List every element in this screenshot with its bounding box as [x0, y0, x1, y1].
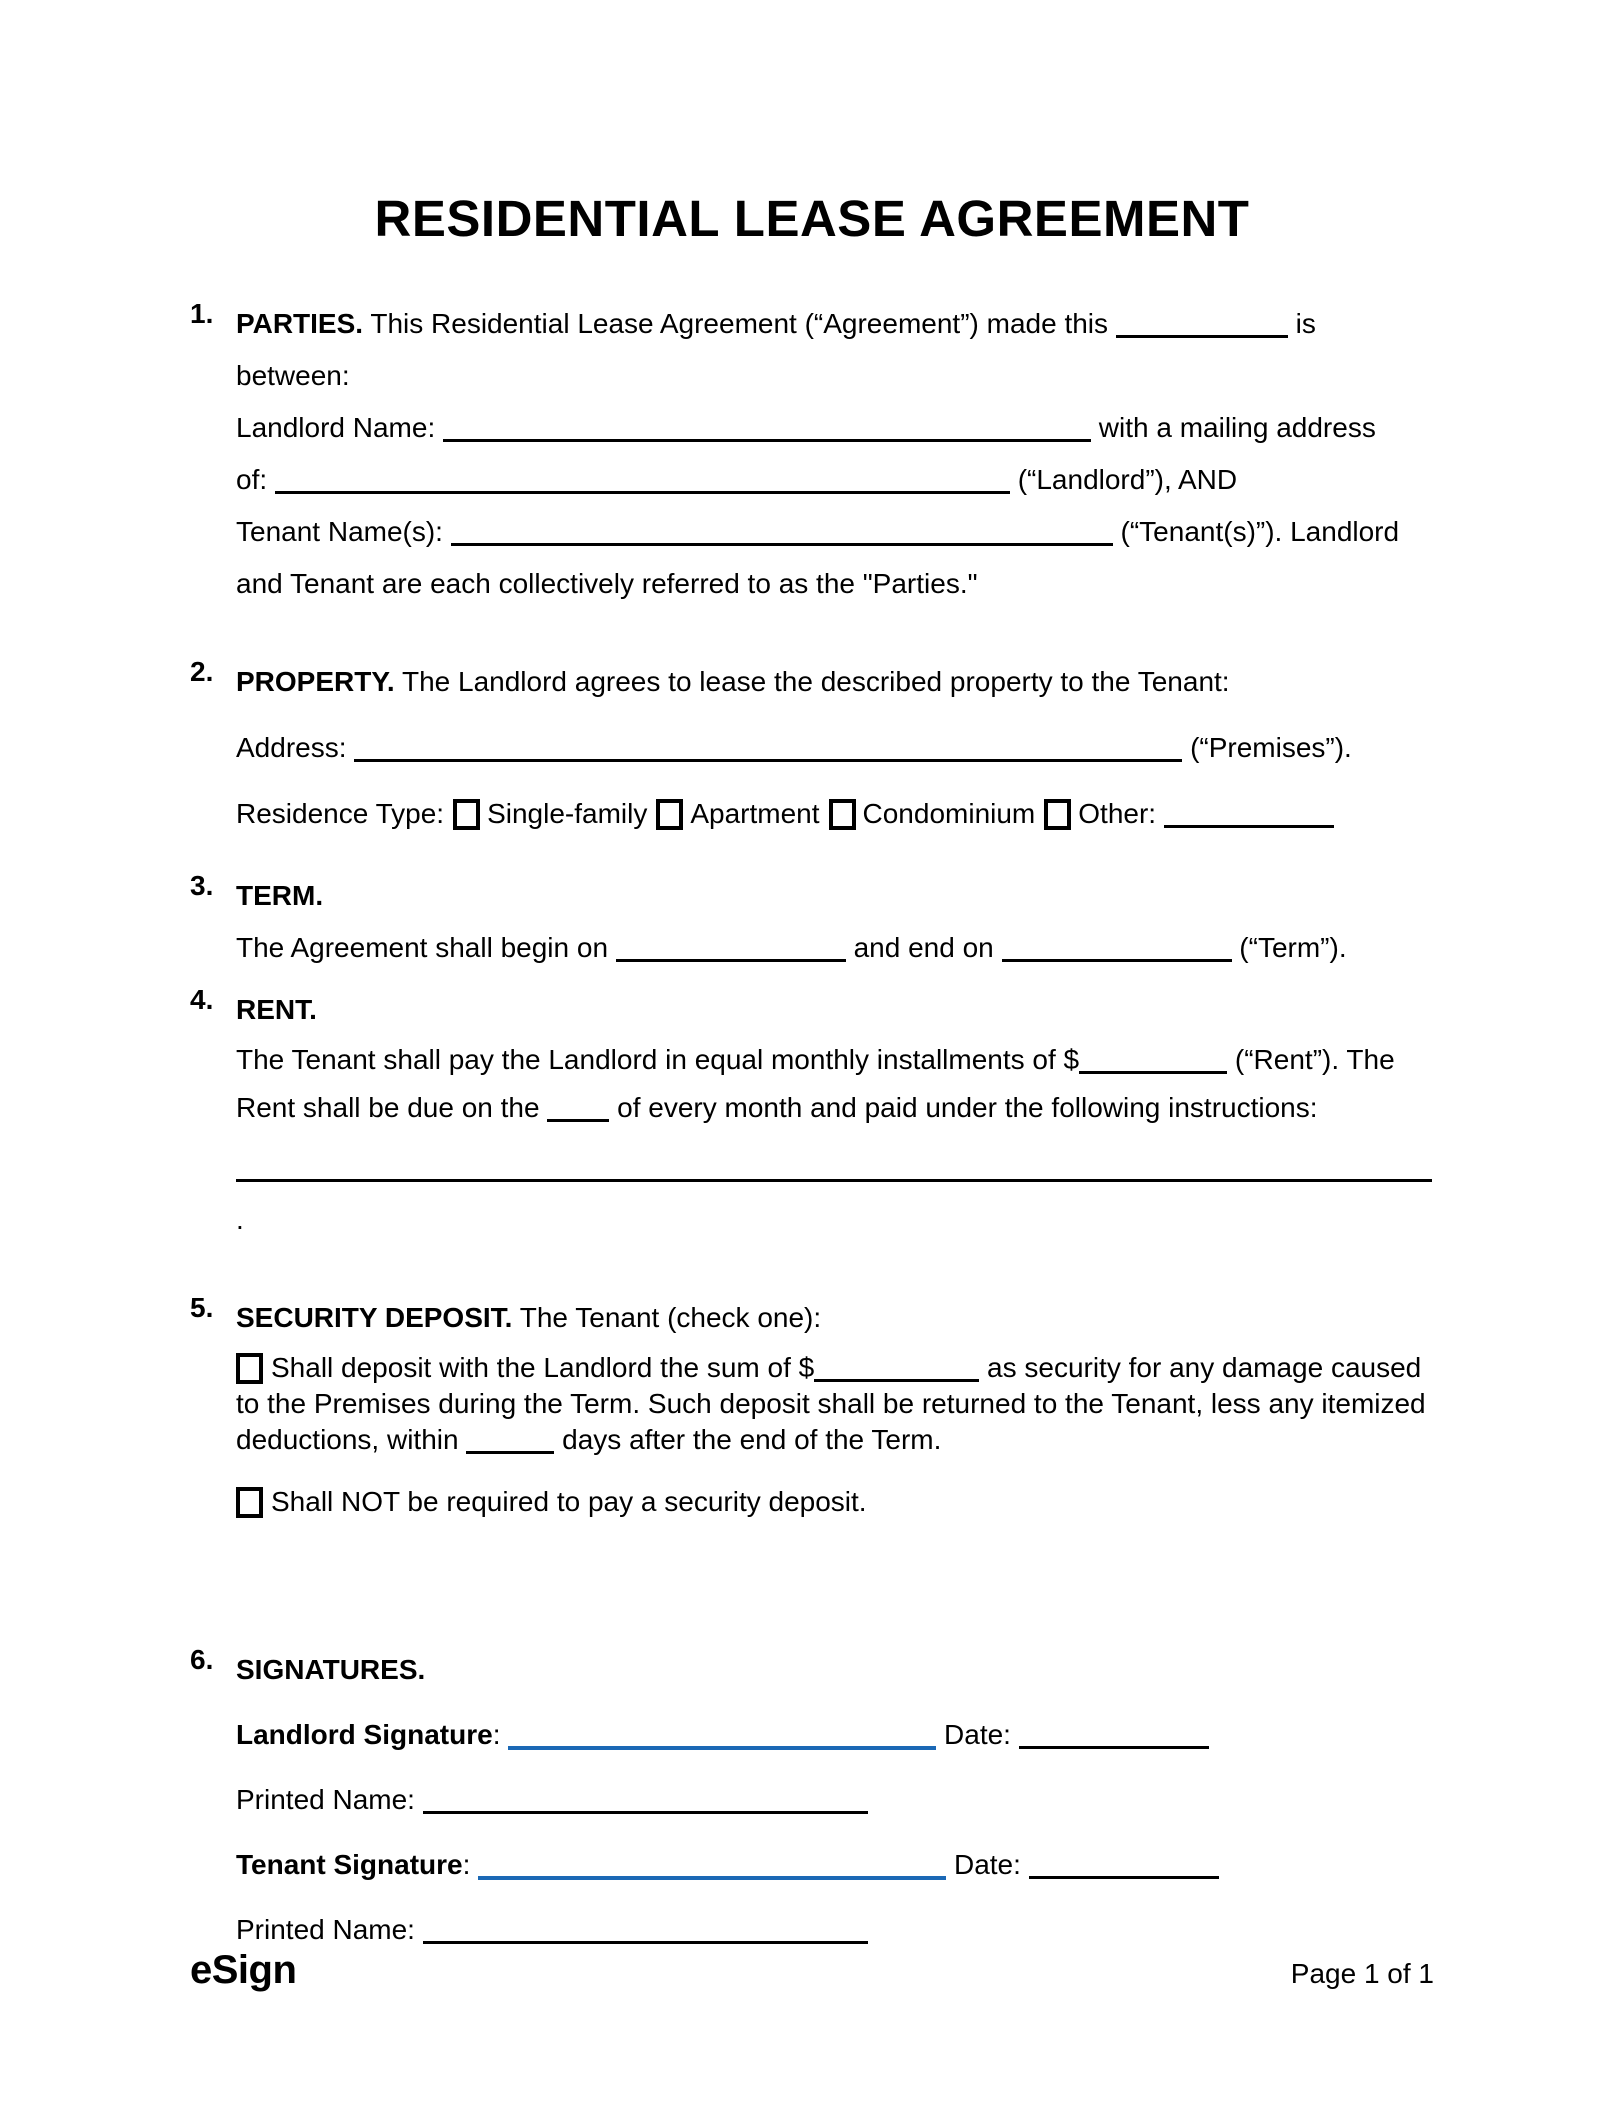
- tenant-name-suffix: (“Tenant(s)”). Landlord: [1120, 516, 1400, 547]
- tenant-signature-label: Tenant Signature: [236, 1849, 463, 1880]
- checkbox-condominium[interactable]: [829, 799, 856, 830]
- rent-due-row: [236, 1084, 1434, 1132]
- payment-instructions-row: [236, 1142, 1434, 1246]
- option-other-label: Other:: [1078, 798, 1157, 829]
- tenant-name-row: [236, 506, 1434, 558]
- section-security-deposit: [190, 1292, 1434, 1520]
- parties-heading: PARTIES.: [236, 308, 364, 339]
- section-number: 3.: [190, 870, 214, 901]
- date-label: Date:: [944, 1719, 1011, 1750]
- section-number: 2.: [190, 656, 214, 687]
- option-single-family-label: Single-family: [487, 798, 648, 829]
- option-condominium-label: Condominium: [862, 798, 1036, 829]
- signatures-heading-row: [236, 1644, 1434, 1696]
- section-number: 4.: [190, 984, 214, 1015]
- parties-intro-row: [236, 298, 1434, 402]
- tenant-name-field[interactable]: [451, 532, 1113, 546]
- section-number: 6.: [190, 1644, 214, 1675]
- tenant-name-label: Tenant Name(s):: [236, 516, 443, 547]
- begin-date-field[interactable]: [616, 948, 846, 962]
- deposit-heading-row: [236, 1292, 1434, 1344]
- rent-amount-row: [236, 1036, 1434, 1084]
- date-label: Date:: [953, 1849, 1021, 1880]
- deposit-option1-text-b: as security for any damage caused: [987, 1352, 1422, 1383]
- section-signatures: [190, 1644, 1434, 1956]
- checkbox-apartment[interactable]: [656, 799, 683, 830]
- address-suffix: (“Premises”).: [1190, 732, 1352, 763]
- address-field[interactable]: [354, 748, 1182, 762]
- checkbox-single-family[interactable]: [453, 799, 480, 830]
- property-intro-row: [236, 656, 1434, 708]
- deposit-option1-text-a: Shall deposit with the Landlord the sum of $: [271, 1352, 815, 1383]
- deposit-option-1: [236, 1350, 1434, 1458]
- term-begin-text: The Agreement shall begin on: [236, 932, 609, 963]
- payment-instructions-field[interactable]: [236, 1168, 1432, 1182]
- term-heading: TERM.: [236, 880, 324, 911]
- due-day-field[interactable]: [547, 1108, 609, 1122]
- rent-amount-suffix: (“Rent”). The: [1234, 1044, 1395, 1075]
- residence-type-label: Residence Type:: [236, 798, 445, 829]
- deposit-option2-text: Shall NOT be required to pay a security deposit.: [271, 1486, 867, 1517]
- landlord-signature-row: [236, 1709, 1434, 1761]
- of-label: of:: [236, 464, 268, 495]
- property-intro-text: The Landlord agrees to lease the described property to the Tenant:: [401, 666, 1230, 697]
- residence-type-row: [236, 788, 1434, 840]
- esign-logo: eSign: [190, 1948, 297, 1992]
- rent-due-text: Rent shall be due on the: [236, 1092, 540, 1123]
- term-heading-row: [236, 870, 1434, 922]
- deposit-option1-line3: [236, 1422, 1434, 1458]
- deposit-intro-text: The Tenant (check one):: [519, 1302, 822, 1333]
- signatures-heading: SIGNATURES.: [236, 1654, 426, 1685]
- rent-due-suffix: of every month and paid under the following instructions:: [617, 1092, 1318, 1123]
- address-label: Address:: [236, 732, 347, 763]
- label-colon: :: [492, 1719, 501, 1750]
- deposit-option-2: [236, 1484, 1434, 1520]
- section-number: 1.: [190, 298, 214, 329]
- tenant-signature-field[interactable]: [478, 1866, 946, 1880]
- landlord-name-suffix: with a mailing address: [1098, 412, 1376, 443]
- printed-name-label: Printed Name:: [236, 1914, 415, 1945]
- section-parties: [190, 298, 1434, 610]
- label-colon: :: [462, 1849, 471, 1880]
- deposit-option1-text-c: to the Premises during the Term. Such deposit shall be returned to the Tenant, less any itemized: [236, 1388, 1426, 1419]
- page-number: Page 1 of 1: [1290, 1958, 1434, 1989]
- deposit-option1-text-d: deductions, within: [236, 1424, 459, 1455]
- landlord-printed-name-row: [236, 1774, 1434, 1826]
- deposit-option1-line1: [236, 1350, 1434, 1386]
- parties-intro-suffix: is between:: [236, 308, 1316, 391]
- printed-name-label: Printed Name:: [236, 1784, 415, 1815]
- parties-closing-row: [236, 558, 1434, 610]
- term-dates-row: [236, 922, 1434, 974]
- landlord-printed-name-field[interactable]: [423, 1800, 868, 1814]
- section-number: 5.: [190, 1292, 214, 1323]
- property-heading: PROPERTY.: [236, 666, 395, 697]
- term-end-text: and end on: [853, 932, 994, 963]
- deposit-option1-line2: [236, 1386, 1434, 1422]
- tenant-date-field[interactable]: [1029, 1865, 1219, 1879]
- of-suffix: (“Landlord”), AND: [1017, 464, 1238, 495]
- other-residence-field[interactable]: [1164, 814, 1334, 828]
- landlord-name-field[interactable]: [443, 428, 1091, 442]
- deposit-amount-field[interactable]: [814, 1368, 979, 1382]
- address-row: [236, 722, 1434, 774]
- option-apartment-label: Apartment: [690, 798, 820, 829]
- end-date-field[interactable]: [1002, 948, 1232, 962]
- rent-amount-text: The Tenant shall pay the Landlord in equal monthly installments of $: [236, 1044, 1080, 1075]
- parties-closing-text: and Tenant are each collectively referred to as the "Parties.": [236, 568, 978, 599]
- landlord-signature-field[interactable]: [508, 1736, 936, 1750]
- tenant-signature-row: [236, 1839, 1434, 1891]
- section-property: [190, 656, 1434, 840]
- rent-amount-field[interactable]: [1079, 1060, 1227, 1074]
- page-title: RESIDENTIAL LEASE AGREEMENT: [374, 190, 1250, 247]
- checkbox-other[interactable]: [1044, 799, 1071, 830]
- checkbox-shall-deposit[interactable]: [236, 1353, 263, 1384]
- page-footer: [190, 1948, 1434, 1993]
- deposit-return-days-field[interactable]: [466, 1440, 554, 1454]
- made-this-date-field[interactable]: [1116, 324, 1288, 338]
- term-suffix: (“Term”).: [1239, 932, 1347, 963]
- deposit-option1-text-e: days after the end of the Term.: [562, 1424, 942, 1455]
- landlord-signature-label: Landlord Signature: [236, 1719, 493, 1750]
- rent-heading: RENT.: [236, 994, 317, 1025]
- landlord-name-row: [236, 402, 1434, 454]
- mailing-address-field[interactable]: [275, 480, 1010, 494]
- mailing-address-row: [236, 454, 1434, 506]
- deposit-heading: SECURITY DEPOSIT.: [236, 1302, 513, 1333]
- section-rent: [190, 984, 1434, 1246]
- section-term: [190, 870, 1434, 974]
- tenant-printed-name-field[interactable]: [423, 1930, 868, 1944]
- landlord-name-label: Landlord Name:: [236, 412, 436, 443]
- rent-heading-row: [236, 984, 1434, 1036]
- parties-intro-text: This Residential Lease Agreement (“Agreement”) made this: [370, 308, 1109, 339]
- instructions-period: .: [236, 1204, 244, 1235]
- checkbox-no-deposit[interactable]: [236, 1487, 263, 1518]
- landlord-date-field[interactable]: [1019, 1735, 1209, 1749]
